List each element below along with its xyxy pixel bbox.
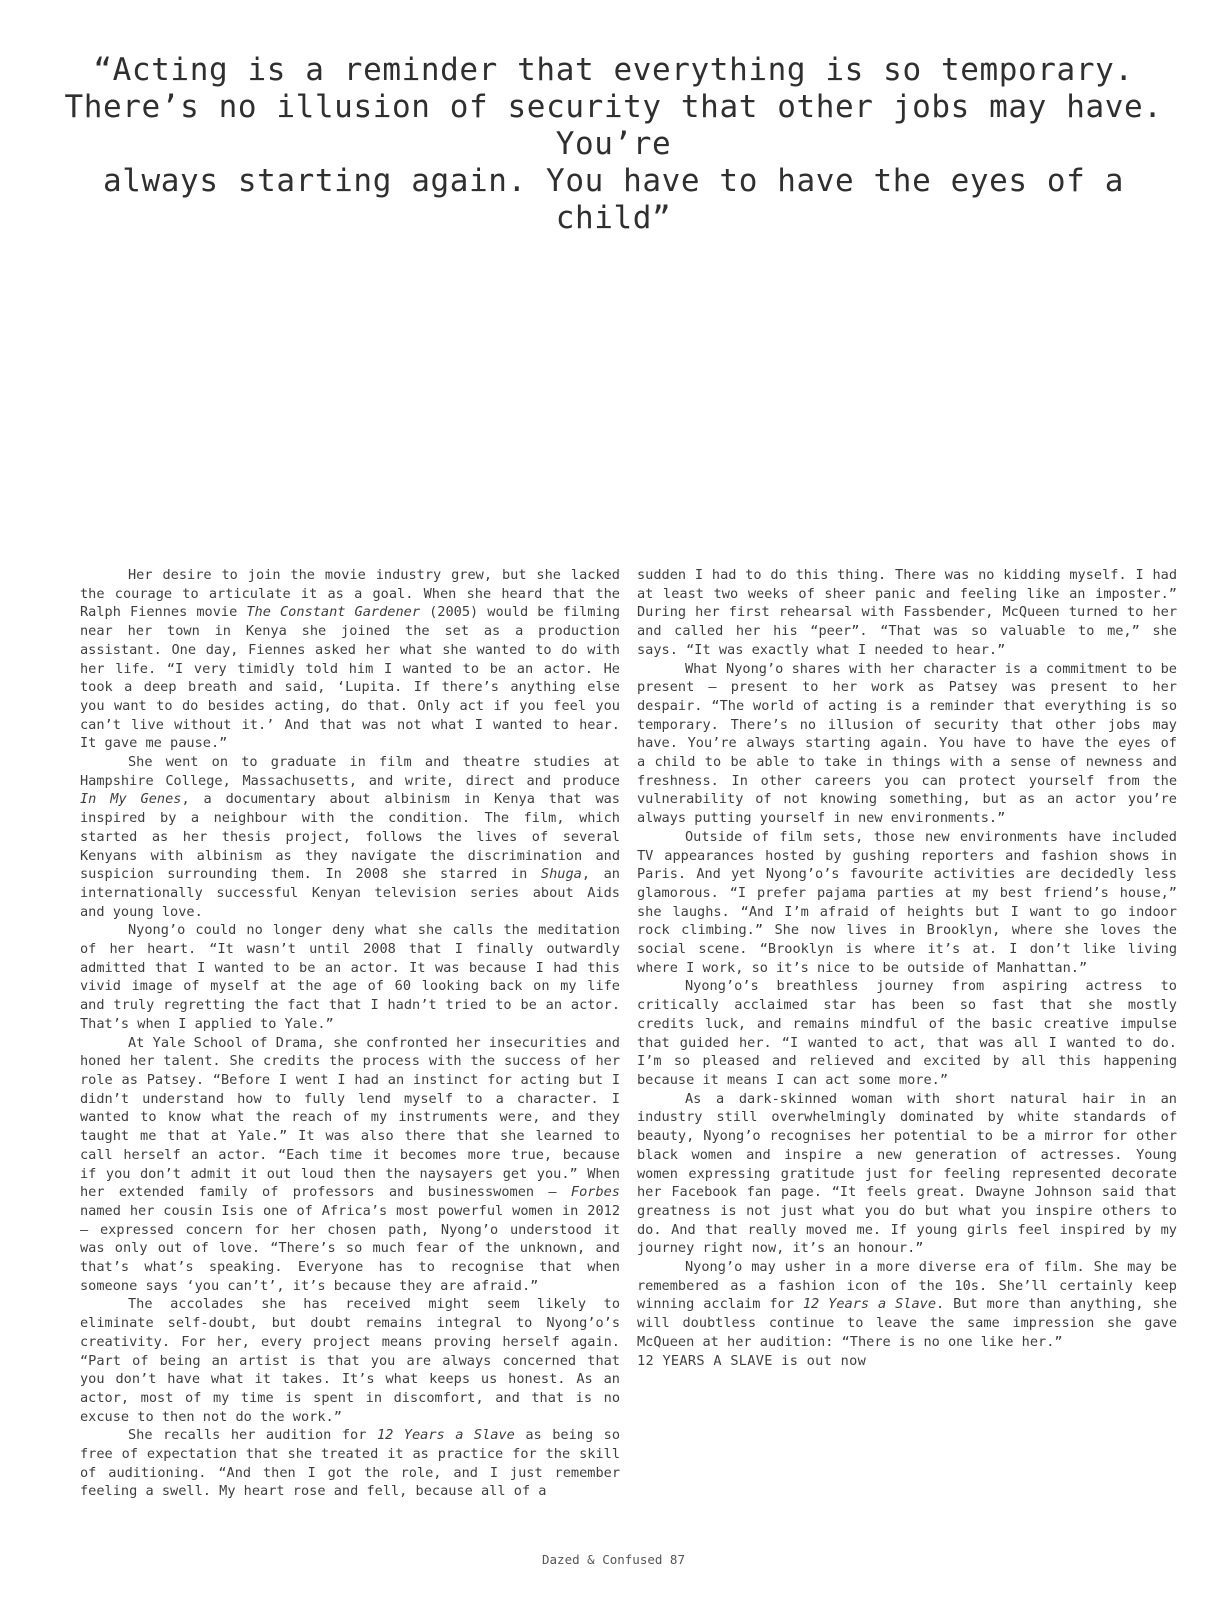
article-paragraph: She recalls her audition for 12 Years a Slave as being so free of expectation that she treated it as practice for the skill of auditioning. “And then I got the role, and I just remember feeling a swell. My heart rose and fell, because all of a [80,1427,621,1500]
article-paragraph: As a dark-skinned woman with short natural hair in an industry still overwhelmingly dominated by white standards of beauty, Nyong’o recognises her potential to be a mirror for other black women and inspire a new generation of actresses. Young women expressing gratitude just for feeling represented decorate her Facebook fan page. “It feels great. Dwayne Johnson said that greatness is not just what you do but what you inspire others to do. And that really moved me. If young girls feel inspired by my journey right now, it’s an honour.” [637,1090,1177,1257]
article-paragraph: Nyong’o may usher in a more diverse era of film. She may be remembered as a fashion icon of the 10s. She’ll certainly keep winning acclaim for 12 Years a Slave. But more than anything, she will doubtless continue to leave the same impression she gave McQueen at her audition: “There is no one like her.” [637,1259,1177,1350]
film-title: 12 Years a Slave [802,1296,937,1313]
pull-quote [60,52,1167,237]
article-paragraph: Nyong’o could no longer deny what she calls the meditation of her heart. “It wasn’t until 2008 that I finally outwardly admitted that I wanted to be an actor. It was because I had this vivid image of myself at the age of 60 looking back on my life and truly regretting the fact that I hadn’t tried to be an actor. That’s when I applied to Yale.” [80,922,620,1032]
article-paragraph: Her desire to join the movie industry grew, but she lacked the courage to articulate it as a goal. When she heard that the Ralph Fiennes movie The Constant Gardener (2005) would be filming near her town in Kenya she joined the set as a production assistant. One day, Fiennes asked her what she wanted to do with her life. “I very timidly told him I wanted to be an actor. He took a deep breath and said, ‘Lupita. If there’s anything else you want to do besides acting, do that. Only act if you feel you can’t live without it.’ And that was not what I wanted to hear. It gave me pause.” [80,567,620,752]
article-paragraph: What Nyong’o shares with her character is a commitment to be present – present to her work as Patsey was present to her despair. “The world of acting is a reminder that everything is so temporary. There’s no illusion of security that other jobs may have. You’re always starting again. You have to have the eyes of a child to be able to take in things with a sense of newness and freshness. In other careers you can protect yourself from the vulnerability of not knowing something, but as an actor you’re always putting yourself in new environments.” [637,660,1177,827]
page-folio: Dazed & Confused 87 [542,1552,685,1567]
article-paragraph: She went on to graduate in film and theatre studies at Hampshire College, Massachusetts, and write, direct and produce In My Genes, a documentary about albinism in Kenya that was inspired by a neighbour with the condition. The film, which started as her thesis project, follows the lives of several Kenyans with albinism as they navigate the discrimination and suspicion surrounding them. In 2008 she starred in Shuga, an internationally successful Kenyan television series about Aids and young love. [80,754,620,920]
release-caption: 12 YEARS A SLAVE is out now [637,1352,867,1369]
series-title: Shuga [540,866,582,883]
film-title: 12 Years a Slave [376,1427,515,1444]
publication-title: Forbes [570,1184,620,1201]
article-column-right [637,566,1177,1370]
article-paragraph: Outside of film sets, those new environments have included TV appearances hosted by gushing reporters and fashion shows in Paris. And yet Nyong’o’s favourite activities are decidedly less glamorous. “I prefer pajama parties at my best friend’s house,” she laughs. “And I’m afraid of heights but I want to go indoor rock climbing.” She now lives in Brooklyn, where she loves the social scene. “Brooklyn is where it’s at. I don’t like living where I work, so it’s nice to be outside of Manhattan.” [637,828,1177,976]
pull-quote-line-1: “Acting is a reminder that everything is so temporary. [93,52,1134,88]
article-column-left [80,566,620,1501]
pull-quote-line-2: There’s no illusion of security that other jobs may have. You’re [64,89,1163,162]
film-title: The Constant Gardener [246,604,421,621]
pull-quote-line-3: always starting again. You have to have the eyes of a child” [103,163,1124,236]
article-paragraph: The accolades she has received might seem likely to eliminate self-doubt, but doubt remains integral to Nyong’o’s creativity. For her, every project means proving herself again. “Part of being an artist is that you are always concerned that you don’t have what it takes. It’s what keeps us honest. As an actor, most of my time is spent in discomfort, and that is no excuse to then not do the work.” [80,1296,620,1425]
article-paragraph: Nyong’o’s breathless journey from aspiring actress to critically acclaimed star has been so fast that she mostly credits luck, and remains mindful of the basic creative impulse that guided her. “I wanted to act, that was all I wanted to do. I’m so pleased and relieved and excited by all this happening because it means I can act some more.” [637,978,1177,1088]
article-paragraph: sudden I had to do this thing. There was no kidding myself. I had at least two weeks of sheer panic and feeling like an imposter.” During her first rehearsal with Fassbender, McQueen turned to her and called her his “peer”. “That was so valuable to me,” she says. “It was exactly what I needed to hear.” [637,567,1177,658]
film-title: In My Genes [80,791,182,808]
article-paragraph: At Yale School of Drama, she confronted her insecurities and honed her talent. She credits the process with the success of her role as Patsey. “Before I went I had an instinct for acting but I didn’t understand how to fully lend myself to a character. I wanted to know what the reach of my instruments were, and they taught me that at Yale.” It was also there that she learned to call herself an actor. “Each time it becomes more true, because if you don’t admit it out loud then the naysayers get you.” When her extended family of professors and businesswomen – Forbes named her cousin Isis one of Africa’s most powerful women in 2012 – expressed concern for her chosen path, Nyong’o understood it was only out of love. “There’s so much fear of the unknown, and that’s what’s speaking. Everyone has to recognise that when someone says ‘you can’t’, it’s because they are afraid.” [80,1034,620,1294]
